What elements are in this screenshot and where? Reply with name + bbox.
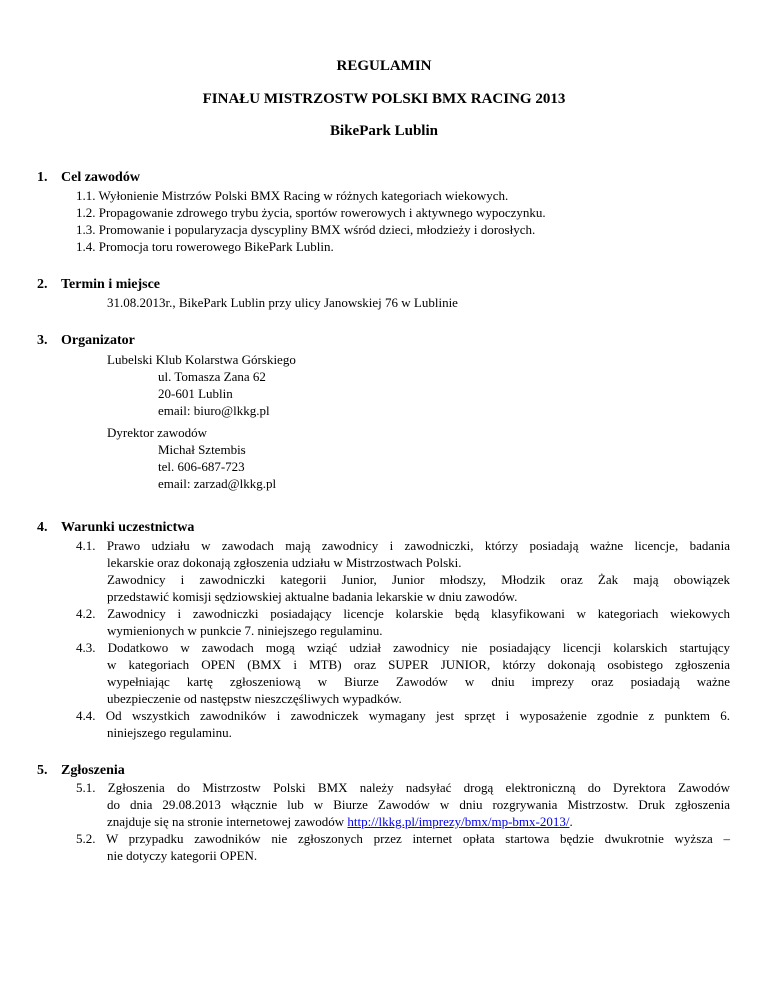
paragraph-line: 4.1. Prawo udziału w zawodach mają zawodnicy i zawodniczki, którzy posiadają ważne licencje, badania [76,538,730,553]
date-place: 31.08.2013r., BikePark Lublin przy ulicy Janowskiej 76 w Lublinie [107,295,458,310]
section-heading: Warunki uczestnictwa [61,520,195,535]
section-number: 1. [37,170,48,185]
paragraph-line: 5.1. Zgłoszenia do Mistrzostw Polski BMX należy nadsyłać drogą elektroniczną do Dyrektora Zawodów [76,780,730,795]
paragraph-line: Zawodnicy i zawodniczki kategorii Junior, Junior młodszy, Młodzik oraz Żak mają obowiązek [107,572,730,587]
organizer-city: 20-601 Lublin [158,386,233,401]
director-email: email: zarzad@lkkg.pl [158,476,277,491]
section-number: 4. [37,520,48,535]
paragraph-line: nie dotyczy kategorii OPEN. [107,848,258,863]
list-item: 1.2. Propagowanie zdrowego trybu życia, sportów rowerowych i aktywnego wypoczynku. [76,205,546,220]
paragraph-line: 4.4. Od wszystkich zawodników i zawodniczek wymagany jest sprzęt i wyposażenie zgodnie z punktem 6. [76,708,730,723]
organizer-street: ul. Tomasza Zana 62 [158,369,266,384]
list-item: 1.4. Promocja toru rowerowego BikePark Lublin. [76,239,334,254]
paragraph-line [107,814,573,830]
paragraph-line: ubezpieczenie od następstw nieszczęśliwych wypadków. [107,691,402,706]
director-name: Michał Sztembis [158,442,246,457]
paragraph-line: przedstawić komisji sędziowskiej aktualne badania lekarskie w dniu zawodów. [107,589,518,604]
paragraph-line: 4.3. Dodatkowo w zawodach mogą wziąć udział zawodnicy nie posiadający licencji kolarskich startujący [76,640,730,655]
doc-subtitle: FINAŁU MISTRZOSTW POLSKI BMX RACING 2013 [202,91,566,107]
section-heading: Termin i miejsce [61,277,161,292]
doc-venue: BikePark Lublin [330,123,438,139]
director-label: Dyrektor zawodów [107,425,207,440]
list-item: 1.3. Promowanie i popularyzacja dyscypliny BMX wśród dzieci, młodzieży i dorosłych. [76,222,536,237]
paragraph-line: niniejszego regulaminu. [107,725,232,740]
director-phone: tel. 606-687-723 [158,459,245,474]
paragraph-line: lekarskie oraz dokonają zgłoszenia udziału w Mistrzostwach Polski. [107,555,462,570]
paragraph-text: znajduje się na stronie internetowej zawodów [107,814,348,829]
organizer-email: email: biuro@lkkg.pl [158,403,270,418]
registration-link[interactable]: http://lkkg.pl/imprezy/bmx/mp-bmx-2013/ [347,814,570,829]
paragraph-line: wypełniając kartę zgłoszeniową w Biurze Zawodów w dniu imprezy oraz posiadają ważne [107,674,730,689]
list-item: 1.1. Wyłonienie Mistrzów Polski BMX Racing w różnych kategoriach wiekowych. [76,188,509,203]
paragraph-line: 5.2. W przypadku zawodników nie zgłoszonych przez internet opłata startowa będzie dwukrotnie wyższa – [76,831,730,846]
section-number: 2. [37,277,48,292]
paragraph-text: . [569,814,573,829]
organizer-name: Lubelski Klub Kolarstwa Górskiego [107,352,296,367]
section-number: 3. [37,333,48,348]
paragraph-line: do dnia 29.08.2013 włącznie lub w Biurze Zawodów w dniu rozgrywania Mistrzostw. Druk zgłoszenia [107,797,730,812]
paragraph-line: wymienionych w punkcie 7. niniejszego regulaminu. [107,623,383,638]
doc-title: REGULAMIN [336,58,432,74]
section-heading: Zgłoszenia [61,763,125,778]
section-number: 5. [37,763,48,778]
section-heading: Organizator [61,333,135,348]
paragraph-line: w kategoriach OPEN (BMX i MTB) oraz SUPER JUNIOR, którzy dokonają osobistego zgłoszenia [107,657,730,672]
section-heading: Cel zawodów [61,170,140,185]
paragraph-line: 4.2. Zawodnicy i zawodniczki posiadający licencje kolarskie będą klasyfikowani w kategoriach wiekowych [76,606,730,621]
